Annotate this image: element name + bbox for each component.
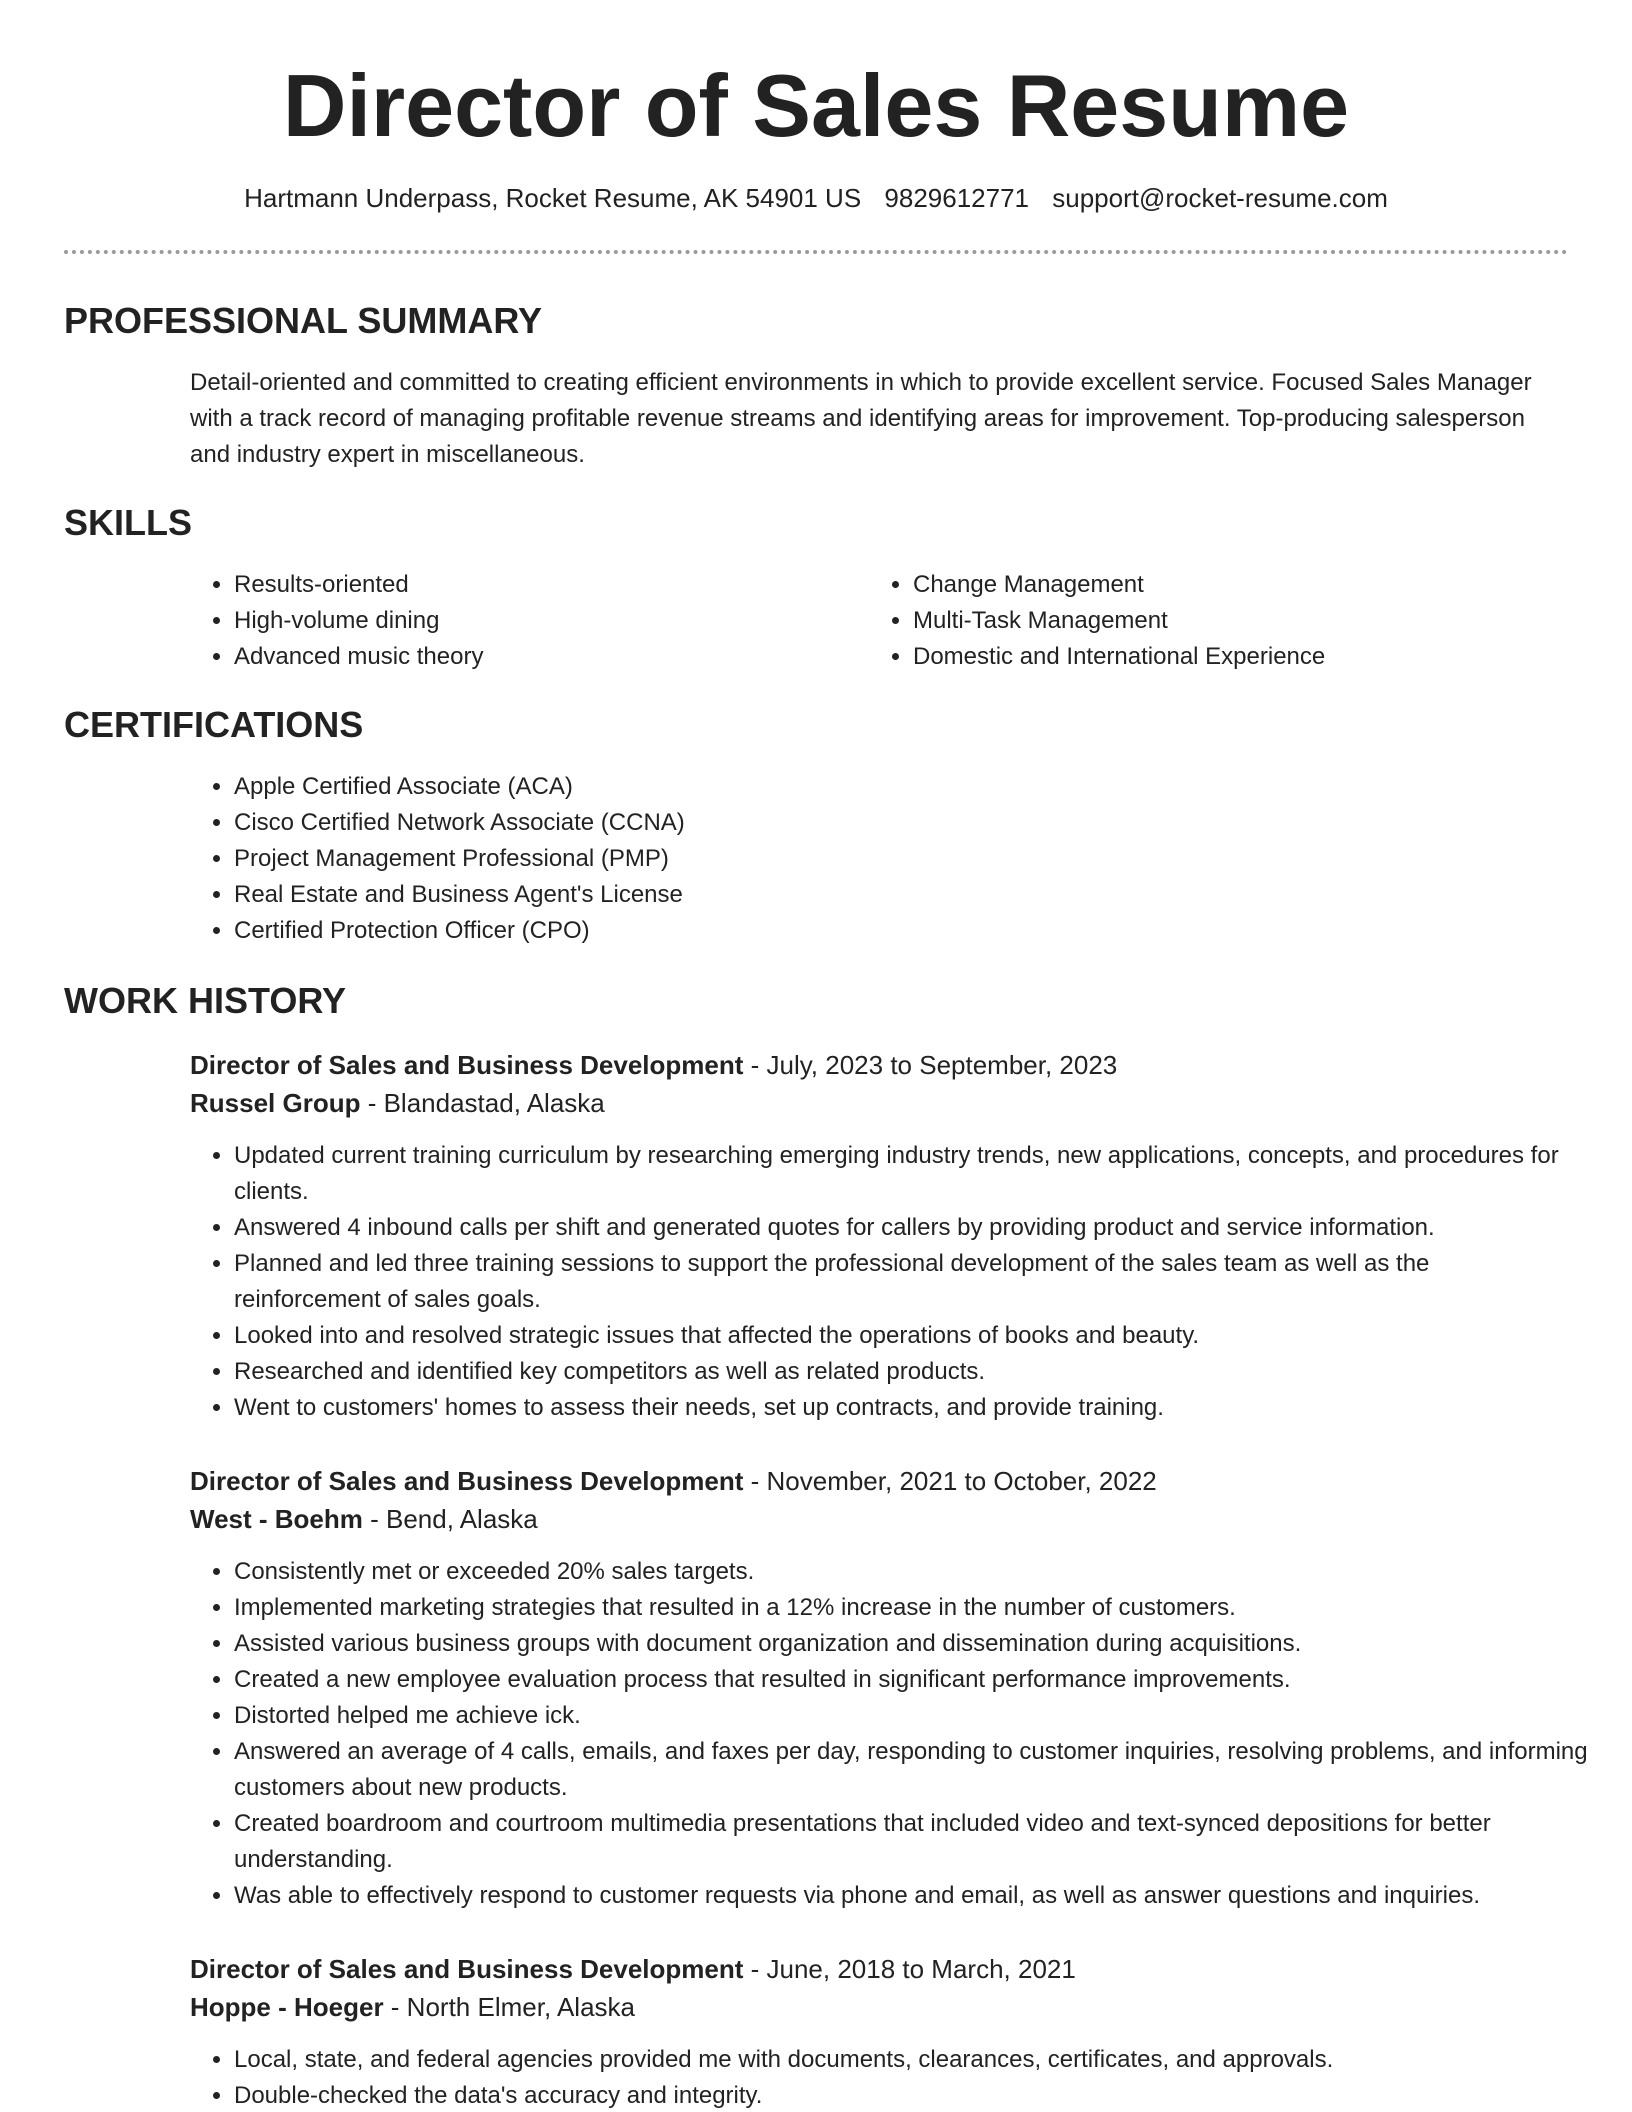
list-item: • Answered 4 inbound calls per shift and generated quotes for callers by providing product and service information. [234, 1210, 1574, 1246]
list-item: • Advanced music theory [234, 639, 834, 675]
list-item: • Went to customers' homes to assess their needs, set up contracts, and provide training. [234, 1390, 1574, 1426]
list-item: • Planned and led three training sessions to support the professional development of the sales team as well as the reinforcement of sales goals. [234, 1246, 1574, 1318]
list-item: • Created boardroom and courtroom multimedia presentations that included video and text-synced depositions for better understanding. [234, 1806, 1604, 1878]
list-item: • Domestic and International Experience [913, 639, 1593, 675]
list-item: • Change Management [913, 567, 1593, 603]
skills-heading: SKILLS [64, 502, 193, 543]
list-item: • Apple Certified Associate (ACA) [234, 769, 1534, 805]
certifications-list [190, 769, 1534, 949]
list-item: • Was able to effectively respond to customer requests via phone and email, as well as answer questions and inquiries. [234, 1878, 1604, 1914]
job-dates: - November, 2021 to October, 2022 [743, 1466, 1157, 1496]
job-location: - Blandastad, Alaska [360, 1088, 605, 1118]
list-item: • High-volume dining [234, 603, 834, 639]
list-item: • Multi-Task Management [913, 603, 1593, 639]
list-item: • Consistently met or exceeded 20% sales targets. [234, 1554, 1604, 1590]
list-item: • Researched and identified key competitors as well as related products. [234, 1354, 1574, 1390]
list-item: • Implemented marketing strategies that resulted in a 12% increase in the number of customers. [234, 1590, 1604, 1626]
list-item: • Looked into and resolved strategic issues that affected the operations of books and beauty. [234, 1318, 1574, 1354]
job-location: - Bend, Alaska [362, 1504, 538, 1534]
company-name: Russel Group [190, 1088, 361, 1118]
contact-line [0, 182, 1632, 214]
job-title-line [190, 1462, 1570, 1500]
job-title: Director of Sales and Business Development [190, 1050, 744, 1080]
list-item: • Assisted various business groups with document organization and dissemination during acquisitions. [234, 1626, 1604, 1662]
summary-text: Detail-oriented and committed to creating efficient environments in which to provide excellent service. Focused Sales Manager with a track record of managing profitable revenue streams and identifying areas for improvement. Top-producing salesperson and industry expert in miscellaneous. [190, 369, 1532, 468]
job-title-line [190, 1950, 1570, 1988]
job-title: Director of Sales and Business Development [190, 1466, 744, 1496]
email-text: support@rocket-resume.com [1052, 183, 1388, 213]
job-dates: - June, 2018 to March, 2021 [743, 1954, 1076, 1984]
list-item: • Answered an average of 4 calls, emails, and faxes per day, responding to customer inquiries, resolving problems, and informing customers about new products. [234, 1734, 1604, 1806]
list-item: • Real Estate and Business Agent's License [234, 877, 1534, 913]
job-company-line [190, 1500, 1570, 1538]
list-item: • Local, state, and federal agencies provided me with documents, clearances, certificates, and approvals. [234, 2042, 1574, 2078]
skills-list-right [869, 567, 1593, 675]
list-item: • Updated current training curriculum by researching emerging industry trends, new applications, concepts, and procedures for clients. [234, 1138, 1574, 1210]
header-divider [64, 250, 1568, 254]
company-name: Hoppe - Hoeger [190, 1992, 384, 2022]
list-item: • Certified Protection Officer (CPO) [234, 913, 1534, 949]
address-text: Hartmann Underpass, Rocket Resume, AK 54901 US [244, 183, 862, 213]
company-name: West - Boehm [190, 1504, 363, 1534]
job-dates: - July, 2023 to September, 2023 [743, 1050, 1118, 1080]
job-company-line [190, 1988, 1570, 2026]
list-item: • Created a new employee evaluation process that resulted in significant performance improvements. [234, 1662, 1604, 1698]
job-bullets [190, 2042, 1574, 2112]
list-item: • Distorted helped me achieve ick. [234, 1698, 1604, 1734]
job-title: Director of Sales and Business Development [190, 1954, 744, 1984]
list-item: • Double-checked the data's accuracy and integrity. [234, 2078, 1574, 2112]
job-title-line [190, 1046, 1570, 1084]
certifications-heading: CERTIFICATIONS [64, 704, 364, 745]
phone-text: 9829612771 [884, 183, 1030, 213]
skills-list-left [190, 567, 834, 675]
job-location: - North Elmer, Alaska [383, 1992, 635, 2022]
page-title: Director of Sales Resume [282, 56, 1350, 155]
work-history-heading: WORK HISTORY [64, 980, 347, 1021]
list-item: • Project Management Professional (PMP) [234, 841, 1534, 877]
job-bullets [190, 1554, 1604, 1914]
list-item: • Cisco Certified Network Associate (CCNA) [234, 805, 1534, 841]
list-item: • Results-oriented [234, 567, 834, 603]
job-company-line [190, 1084, 1570, 1122]
summary-heading: PROFESSIONAL SUMMARY [64, 300, 543, 341]
job-bullets [190, 1138, 1574, 1426]
